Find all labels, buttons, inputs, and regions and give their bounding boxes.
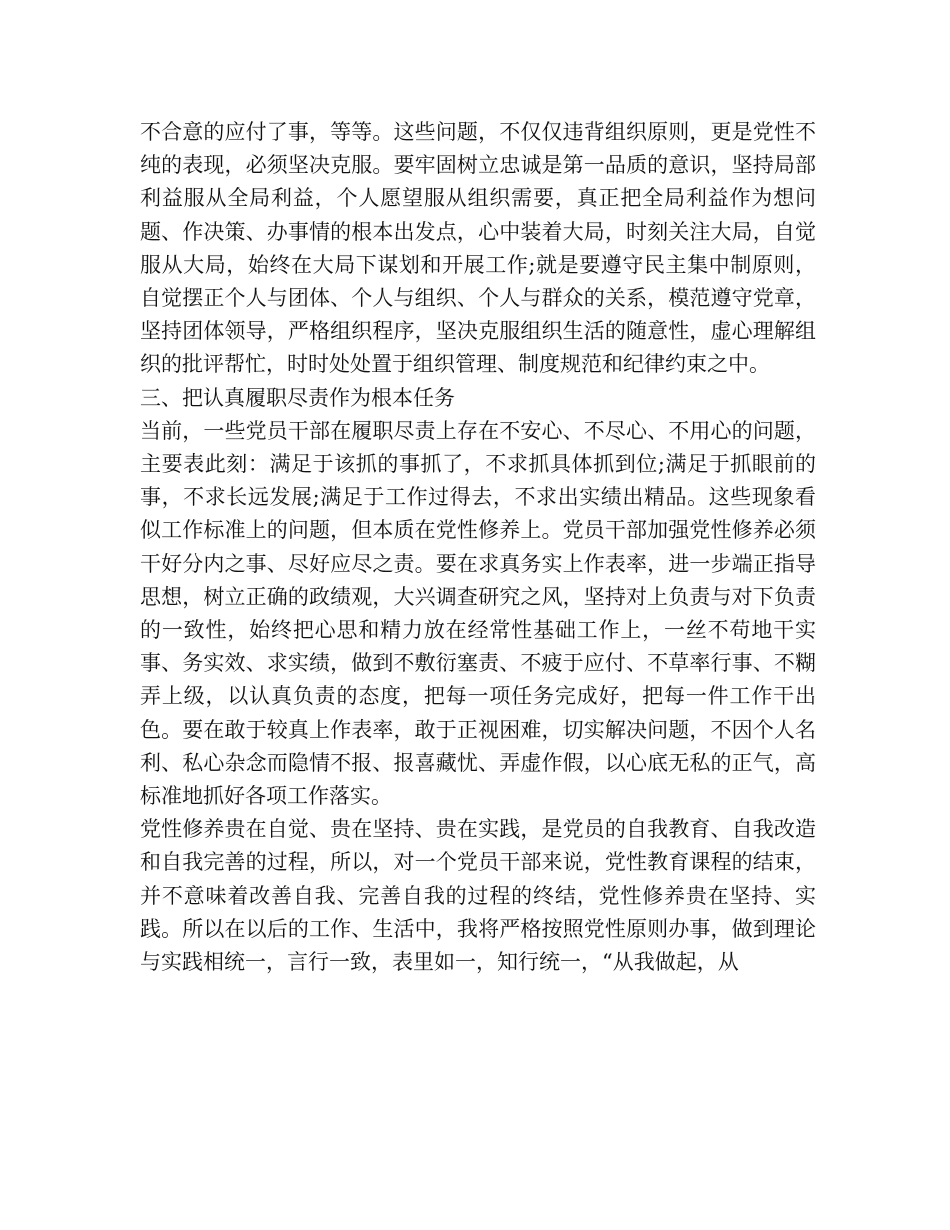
section-heading-duty: 三、把认真履职尽责作为根本任务 — [140, 385, 455, 410]
document-body — [140, 116, 816, 979]
paragraph-duty-performance: 当前，一些党员干部在履职尽责上存在不安心、不尽心、不用心的问题，主要表此刻：满足于该抓的事抓了，不求抓具体抓到位;满足于抓眼前的事，不求长远发展;满足于工作过得去，不求出实绩出精品。这些现象看似工作标准上的问题，但本质在党性修养上。党员干部加强党性修养必须干好分内之事、尽好应尽之责。要在求真务实上作表率，进一步端正指导思想，树立正确的政绩观，大兴调查研究之风，坚持对上负责与对下负责的一致性，始终把心思和精力放在经常性基础工作上，一丝不苟地干实事、务实效、求实绩，做到不敷衍塞责、不疲于应付、不草率行事、不糊弄上级，以认真负责的态度，把每一项任务完成好，把每一件工作干出色。要在敢于较真上作表率，敢于正视困难，切实解决问题，不因个人名利、私心杂念而隐情不报、报喜藏忧、弄虚作假，以心底无私的正气，高标准地抓好各项工作落实。 — [140, 418, 816, 809]
paragraph-org-discipline: 不合意的应付了事，等等。这些问题，不仅仅违背组织原则，更是党性不纯的表现，必须坚决克服。要牢固树立忠诚是第一品质的意识，坚持局部利益服从全局利益，个人愿望服从组织需要，真正把全局利益作为想问题、作决策、办事情的根本出发点，心中装着大局，时刻关注大局，自觉服从大局，始终在大局下谋划和开展工作;就是要遵守民主集中制原则，自觉摆正个人与团体、个人与组织、个人与群众的关系，模范遵守党章，坚持团体领导，严格组织程序，坚决克服组织生活的随意性，虚心理解组织的批评帮忙，时时处处置于组织管理、制度规范和纪律约束之中。 — [140, 120, 816, 377]
paragraph-party-cultivation: 党性修养贵在自觉、贵在坚持、贵在实践，是党员的自我教育、自我改造和自我完善的过程，所以，对一个党员干部来说，党性教育课程的结束，并不意味着改善自我、完善自我的过程的终结，党性修养贵在坚持、实践。所以在以后的工作、生活中，我将严格按照党性原则办事，做到理论与实践相统一，言行一致，表里如一，知行统一，“从我做起，从 — [140, 817, 816, 975]
